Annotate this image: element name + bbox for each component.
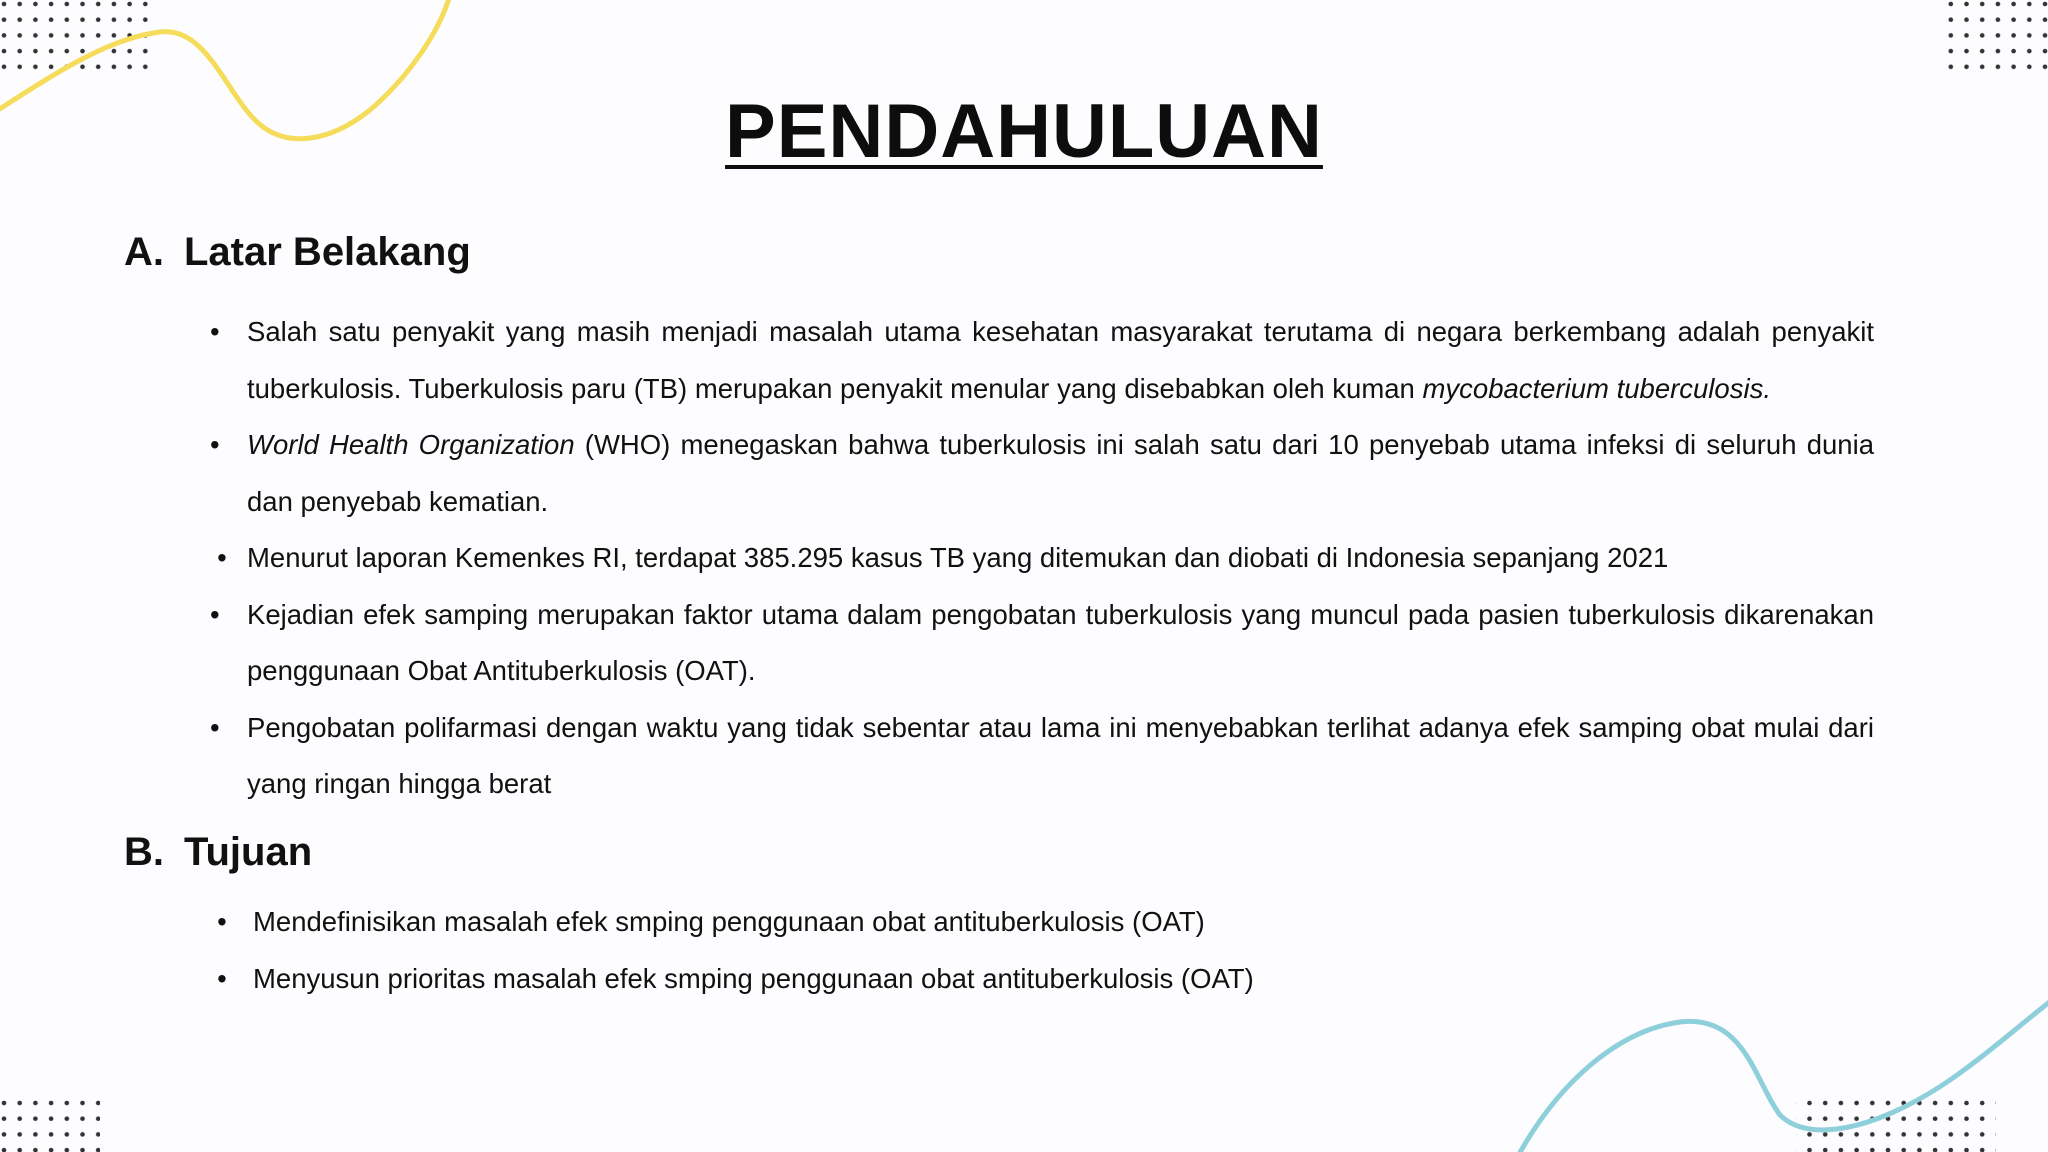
list-item: [210, 304, 1874, 417]
bullet-text: Menyusun prioritas masalah efek smping penggunaan obat antituberkulosis (OAT): [253, 962, 1254, 994]
bullet-icon: •: [210, 598, 220, 630]
slide-title-text: PENDAHULUAN: [725, 89, 1323, 174]
list-item: [210, 587, 1874, 700]
blue-curve: [1518, 1000, 2048, 1152]
list-item: [210, 894, 1853, 951]
dot-grid-top-left: [0, 0, 156, 80]
bullet-text: Kejadian efek samping merupakan faktor utama dalam pengobatan tuberkulosis yang muncul pada pasien tuberkulosis dikarenakan penggunaan Obat Antituberkulosis (OAT).: [247, 598, 1874, 686]
list-item: [210, 417, 1874, 530]
bullet-icon: •: [217, 542, 227, 573]
section-b-title: Tujuan: [184, 830, 313, 874]
bullet-text: Salah satu penyakit yang masih menjadi masalah utama kesehatan masyarakat terutama di negara berkembang adalah penyakit tuberkulosis. Tuberkulosis paru (TB) merupakan penyakit menular yang disebabkan oleh kuman: [247, 316, 1874, 404]
bullet-icon: •: [217, 906, 227, 937]
section-a-title: Latar Belakang: [184, 230, 471, 274]
bullet-text: (WHO) menegaskan bahwa tuberkulosis ini salah satu dari 10 penyebab utama infeksi di seluruh dunia dan penyebab kematian.: [247, 429, 1874, 517]
list-item: [210, 700, 1874, 813]
dot-grid-top-right: [1948, 0, 2048, 80]
list-item: [210, 530, 1874, 587]
section-b-heading: [124, 830, 312, 875]
bullet-icon: •: [210, 429, 220, 460]
bullet-icon: •: [217, 962, 227, 994]
section-b-bullet-list: [210, 894, 1853, 1007]
bullet-text-italic: World Health Organization: [247, 429, 575, 460]
section-a-letter: A.: [124, 230, 164, 274]
bullet-icon: •: [210, 711, 220, 743]
bullet-text: Menurut laporan Kemenkes RI, terdapat 385.295 kasus TB yang ditemukan dan diobati di Indonesia sepanjang 2021: [247, 542, 1669, 573]
bullet-text: Mendefinisikan masalah efek smping penggunaan obat antituberkulosis (OAT): [253, 906, 1205, 937]
bullet-text: Pengobatan polifarmasi dengan waktu yang tidak sebentar atau lama ini menyebabkan terlihat adanya efek samping obat mulai dari yang ringan hingga berat: [247, 711, 1874, 799]
bullet-text-italic: mycobacterium tuberculosis.: [1422, 372, 1771, 404]
dot-grid-bottom-left: [0, 1097, 100, 1152]
list-item: [210, 951, 1853, 1008]
section-b-letter: B.: [124, 830, 164, 874]
section-a-bullet-list: [210, 304, 1874, 813]
bullet-icon: •: [210, 316, 220, 347]
section-a-heading: [124, 230, 471, 275]
slide-title: [0, 88, 2048, 175]
dot-grid-bottom-right: [1796, 1097, 1996, 1152]
